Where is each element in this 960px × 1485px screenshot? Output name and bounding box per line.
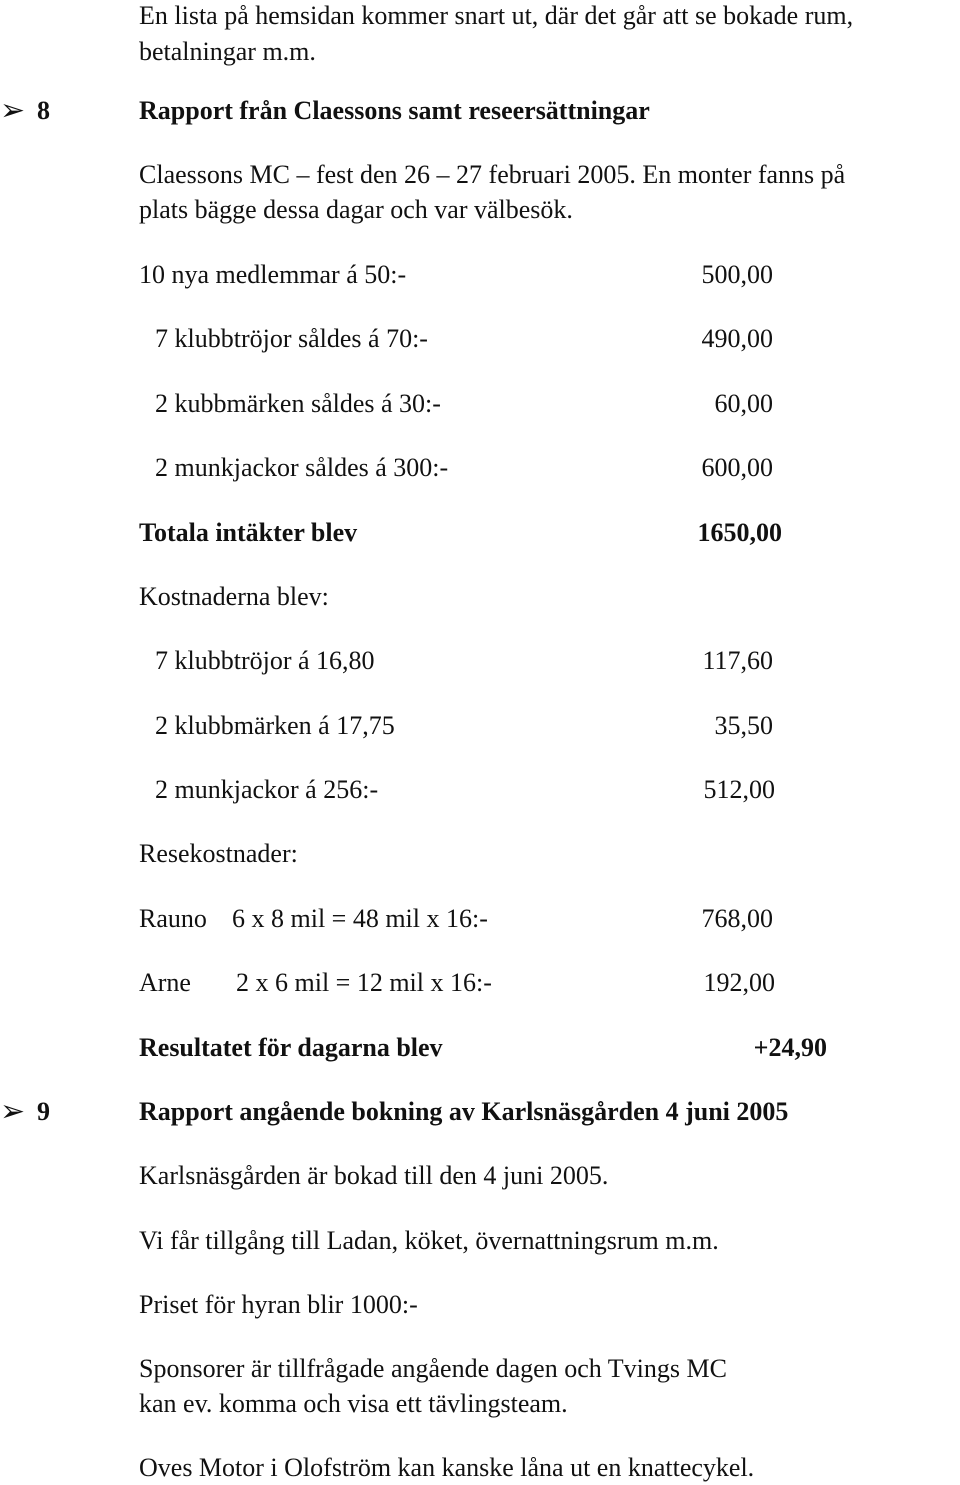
section-9-line: Karlsnäsgården är bokad till den 4 juni 2005.	[139, 1161, 609, 1190]
income-amount: 60,00	[714, 389, 773, 418]
cost-amount: 117,60	[702, 646, 773, 675]
cost-amount: 512,00	[703, 775, 775, 804]
travel-name: Rauno	[139, 904, 207, 933]
income-amount: 600,00	[701, 453, 773, 482]
travel-calc: 2 x 6 mil = 12 mil x 16:-	[236, 968, 492, 997]
income-amount: 500,00	[701, 260, 773, 289]
total-income-label: Totala intäkter blev	[139, 518, 358, 547]
bullet-arrow-icon: ➢	[0, 1095, 26, 1128]
sponsor-line-2: kan ev. komma och visa ett tävlingsteam.	[139, 1389, 568, 1418]
travel-calc: 6 x 8 mil = 48 mil x 16:-	[232, 904, 488, 933]
intro-line-2: betalningar m.m.	[139, 37, 316, 66]
cost-label: 7 klubbtröjor á 16,80	[155, 646, 375, 675]
section-9-number: 9	[37, 1097, 50, 1126]
sponsor-line-1: Sponsorer är tillfrågade angående dagen och Tvings MC	[139, 1354, 727, 1383]
total-income-amount: 1650,00	[697, 518, 782, 547]
travel-amount: 192,00	[703, 968, 775, 997]
travel-heading: Resekostnader:	[139, 839, 298, 868]
costs-heading: Kostnaderna blev:	[139, 582, 329, 611]
income-amount: 490,00	[701, 324, 773, 353]
final-line: Oves Motor i Olofström kan kanske låna ut en knattecykel.	[139, 1453, 755, 1482]
section-9-heading: Rapport angående bokning av Karlsnäsgården 4 juni 2005	[139, 1097, 789, 1126]
travel-name: Arne	[139, 968, 191, 997]
bullet-arrow-icon: ➢	[0, 94, 26, 127]
travel-amount: 768,00	[701, 904, 773, 933]
income-label: 10 nya medlemmar á 50:-	[139, 260, 407, 289]
cost-label: 2 munkjackor á 256:-	[155, 775, 379, 804]
section-8-heading: Rapport från Claessons samt reseersättningar	[139, 96, 650, 125]
result-amount: +24,90	[753, 1033, 827, 1062]
cost-amount: 35,50	[714, 711, 773, 740]
section-9-line: Priset för hyran blir 1000:-	[139, 1290, 418, 1319]
result-label: Resultatet för dagarna blev	[139, 1033, 443, 1062]
intro-line-1: En lista på hemsidan kommer snart ut, där det går att se bokade rum,	[139, 1, 854, 30]
section-8-para-line-2: plats bägge dessa dagar och var välbesök.	[139, 195, 573, 224]
income-label: 2 munkjackor såldes á 300:-	[155, 453, 449, 482]
income-label: 2 kubbmärken såldes á 30:-	[155, 389, 441, 418]
section-9-line: Vi får tillgång till Ladan, köket, övernattningsrum m.m.	[139, 1226, 719, 1255]
section-8-number: 8	[37, 96, 50, 125]
cost-label: 2 klubbmärken á 17,75	[155, 711, 395, 740]
income-label: 7 klubbtröjor såldes á 70:-	[155, 324, 428, 353]
section-8-para-line-1: Claessons MC – fest den 26 – 27 februari 2005. En monter fanns på	[139, 160, 846, 189]
